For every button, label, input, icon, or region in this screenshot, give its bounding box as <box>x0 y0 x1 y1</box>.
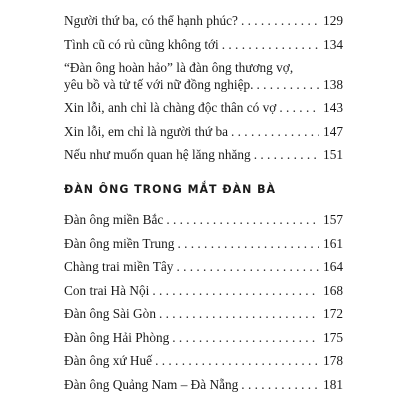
toc-entry[interactable] <box>64 352 343 369</box>
toc-entry[interactable] <box>64 376 343 393</box>
dot-leader <box>222 36 319 53</box>
dot-leader <box>172 329 319 346</box>
toc-entry-title: Nếu như muốn quan hệ lăng nhăng <box>64 147 251 162</box>
dot-leader <box>152 282 319 299</box>
dot-leader <box>166 211 319 228</box>
toc-entry-title: Đàn ông miền Trung <box>64 236 175 251</box>
dot-leader <box>159 305 319 322</box>
toc-entry[interactable] <box>64 211 343 228</box>
toc-entry-title: yêu bồ và tử tế với nữ đồng nghiệp. <box>64 77 254 92</box>
toc-entry[interactable] <box>64 305 343 322</box>
toc-entry-page: 143 <box>323 100 343 115</box>
dot-leader <box>279 99 319 116</box>
dot-leader <box>241 12 319 29</box>
toc-entry-title: Đàn ông Sài Gòn <box>64 306 156 321</box>
toc-entry-page: 178 <box>323 353 343 368</box>
toc-entry-title: Đàn ông xứ Huế <box>64 353 153 368</box>
toc-entry[interactable] <box>64 146 343 163</box>
toc-entry-title: Đàn ông Hải Phòng <box>64 330 170 345</box>
dot-leader <box>256 76 319 93</box>
dot-leader <box>231 123 319 140</box>
toc-entry-page: 175 <box>323 330 343 345</box>
toc-entry-title: Xin lỗi, em chỉ là người thứ ba <box>64 124 228 139</box>
toc-entry-page: 129 <box>323 13 343 28</box>
toc-entry-page: 168 <box>323 283 343 298</box>
toc-entry-title: Đàn ông Quảng Nam – Đà Nẵng <box>64 377 239 392</box>
toc-entry-page: 181 <box>323 377 343 392</box>
toc-entry[interactable] <box>64 282 343 299</box>
toc-entry[interactable] <box>64 12 343 29</box>
toc-entry-page: 161 <box>323 236 343 251</box>
toc-entry[interactable] <box>64 99 343 116</box>
dot-leader <box>177 235 319 252</box>
toc-entry-title: Đàn ông miền Bắc <box>64 212 164 227</box>
toc-entry-title: Tình cũ có rủ cũng không tới <box>64 37 219 52</box>
toc-entry[interactable] <box>64 123 343 140</box>
toc-entry[interactable] <box>64 329 343 346</box>
toc-entry-page: 151 <box>323 147 343 162</box>
toc-entry-page: 157 <box>323 212 343 227</box>
toc-entry[interactable] <box>64 235 343 252</box>
dot-leader <box>254 146 319 163</box>
toc-entry[interactable] <box>64 59 343 93</box>
toc-entry-title: Xin lỗi, anh chỉ là chàng độc thân có vợ <box>64 100 277 115</box>
toc-entry-title: Chàng trai miền Tây <box>64 259 174 274</box>
toc-entry-page: 134 <box>323 37 343 52</box>
toc-entry[interactable] <box>64 258 343 275</box>
toc-entry-title: Con trai Hà Nội <box>64 283 150 298</box>
toc-entry-page: 147 <box>323 124 343 139</box>
toc-entry[interactable] <box>64 36 343 53</box>
toc-entry-page: 138 <box>323 77 343 92</box>
toc-entry-page: 164 <box>323 259 343 274</box>
toc-entry-title: Người thứ ba, có thể hạnh phúc? <box>64 13 238 28</box>
toc-entry-page: 172 <box>323 306 343 321</box>
section-heading: ĐÀN ÔNG TRONG MẮT ĐÀN BÀ <box>64 182 277 197</box>
dot-leader <box>241 376 319 393</box>
dot-leader <box>176 258 319 275</box>
dot-leader <box>155 352 319 369</box>
toc-entry-title-line1: “Đàn ông hoàn hảo” là đàn ông thương vợ, <box>64 60 294 75</box>
